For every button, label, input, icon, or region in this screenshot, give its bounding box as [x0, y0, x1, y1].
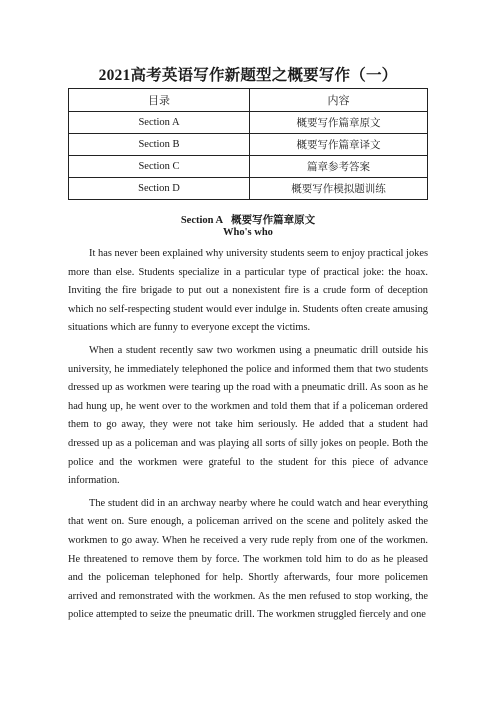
- article-paragraph: It has never been explained why university students seem to enjoy practical jokes more than else. Students specialize in a particular type of practical joke: the hoax. Inviting the fire brigade to put out a nonexistent fire is a crude form of deception which no self-respecting student would ever indulge in. Students often create amusing situations which are funny to everyone except the victims.: [68, 248, 428, 334]
- article-paragraph: The student did in an archway nearby where he could watch and hear everything that went on. Sure enough, a policeman arrived on the scene and politely asked the workmen to go away. When he received a very rude reply from one of the workmen. He threatened to remove them by force. The workmen told him to do as he pleased and the policeman telephoned for help. Shortly afterwards, four more policemen arrived and remonstrated with the workmen. As the men refused to stop working, the police attempted to seize the pneumatic drill. The workmen struggled fiercely and one: [68, 497, 428, 621]
- toc-row: [69, 178, 428, 200]
- toc-row-content: 篇章参考答案: [250, 156, 428, 178]
- toc-row-section: Section D: [69, 178, 250, 200]
- toc-row-content: 概要写作篇章译文: [250, 134, 428, 156]
- toc-row-content: 概要写作模拟题训练: [250, 178, 428, 200]
- toc-row-section: Section C: [69, 156, 250, 178]
- article-body: [68, 245, 428, 629]
- toc-row-content: 概要写作篇章原文: [250, 112, 428, 134]
- section-a-title: 概要写作篇章原文: [231, 215, 316, 226]
- section-a-heading: [0, 212, 496, 227]
- section-a-label: Section A: [180, 215, 224, 226]
- toc-row: [69, 134, 428, 156]
- toc-table: [68, 88, 428, 200]
- document-title: 2021高考英语写作新题型之概要写作（一）: [98, 67, 398, 84]
- article-title: Who's who: [223, 227, 273, 238]
- toc-header-section: 目录: [69, 89, 250, 112]
- toc-header-content: 内容: [250, 89, 428, 112]
- toc-row-section: Section A: [69, 112, 250, 134]
- toc-row-section: Section B: [69, 134, 250, 156]
- article-paragraph: When a student recently saw two workmen using a pneumatic drill outside his university, he immediately telephoned the police and informed them that two students dressed up as workmen were tearing up the road with a pneumatic drill. As soon as he had hung up, he went over to the workmen and told them that if a policeman ordered them to go away, they were not take him seriously. He added that a student had dressed up as a policeman and was playing all sorts of silly jokes on people. Both the police and the workmen were grateful to the student for this piece of advance information.: [68, 344, 428, 487]
- toc-row: [69, 112, 428, 134]
- toc-row: [69, 156, 428, 178]
- toc-header-row: [69, 89, 428, 112]
